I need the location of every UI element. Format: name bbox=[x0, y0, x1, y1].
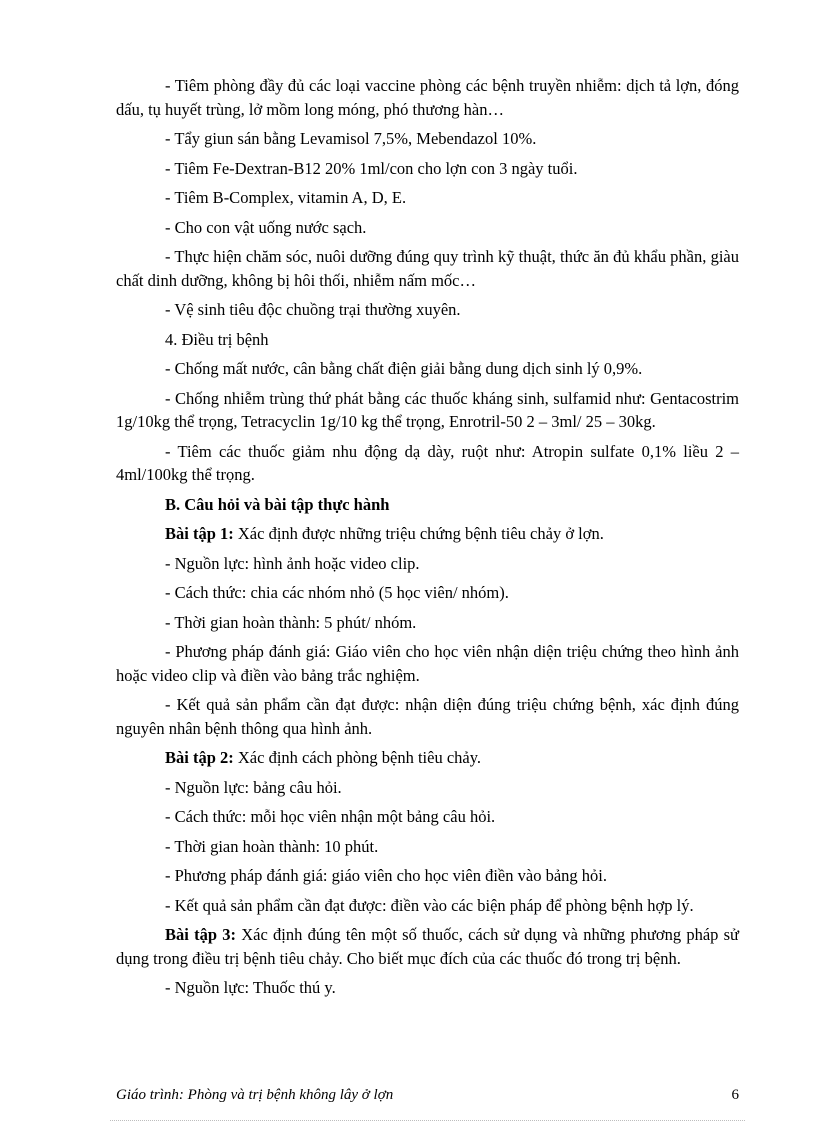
section-heading bbox=[116, 493, 739, 517]
paragraph-text: - Tẩy giun sán bằng Levamisol 7,5%, Mebendazol 10%. bbox=[165, 129, 537, 148]
paragraph bbox=[116, 894, 739, 918]
paragraph-text: B. Câu hỏi và bài tập thực hành bbox=[165, 494, 390, 514]
paragraph bbox=[116, 776, 739, 800]
page-number: 6 bbox=[731, 1087, 739, 1103]
paragraph-text: - Kết quả sản phẩm cần đạt được: nhận diện đúng triệu chứng bệnh, xác định đúng nguyên nhân bệnh thông qua hình ảnh. bbox=[116, 695, 739, 738]
paragraph-text: - Phương pháp đánh giá: Giáo viên cho học viên nhận diện triệu chứng theo hình ảnh hoặc video clip và điền vào bảng trắc nghiệm. bbox=[116, 642, 739, 685]
paragraph-text: - Nguồn lực: bảng câu hỏi. bbox=[165, 777, 342, 797]
paragraph-text: Xác định cách phòng bệnh tiêu chảy. bbox=[233, 748, 482, 767]
exercise-label: Bài tập 3: bbox=[165, 925, 236, 944]
page-body bbox=[116, 74, 739, 1006]
paragraph bbox=[116, 74, 739, 121]
paragraph-text: - Tiêm phòng đầy đủ các loại vaccine phòng các bệnh truyền nhiễm: dịch tả lợn, đóng dấu, tụ huyết trùng, lở mồm long móng, phó thương hàn… bbox=[116, 76, 739, 119]
paragraph bbox=[116, 216, 739, 240]
paragraph bbox=[116, 864, 739, 888]
paragraph bbox=[116, 640, 739, 687]
paragraph-text: - Thời gian hoàn thành: 10 phút. bbox=[165, 836, 379, 856]
paragraph bbox=[116, 611, 739, 635]
paragraph bbox=[116, 440, 739, 487]
paragraph-text: - Cách thức: mỗi học viên nhận một bảng câu hỏi. bbox=[165, 807, 496, 826]
paragraph-text: - Thực hiện chăm sóc, nuôi dưỡng đúng quy trình kỹ thuật, thức ăn đủ khẩu phần, giàu chất dinh dưỡng, không bị hôi thối, nhiễm nấm mốc… bbox=[116, 247, 739, 290]
paragraph-text: - Phương pháp đánh giá: giáo viên cho học viên điền vào bảng hỏi. bbox=[165, 866, 607, 885]
paragraph-text: 4. Điều trị bệnh bbox=[165, 329, 269, 349]
paragraph bbox=[116, 835, 739, 859]
paragraph-text: - Cho con vật uống nước sạch. bbox=[165, 217, 367, 237]
paragraph-text: - Kết quả sản phẩm cần đạt được: điền vào các biện pháp để phòng bệnh hợp lý. bbox=[165, 895, 694, 915]
exercise-label: Bài tập 2: bbox=[165, 748, 234, 767]
exercise-label: Bài tập 1: bbox=[165, 524, 234, 543]
paragraph-text: - Nguồn lực: hình ảnh hoặc video clip. bbox=[165, 553, 420, 573]
paragraph-text: - Thời gian hoàn thành: 5 phút/ nhóm. bbox=[165, 612, 417, 632]
paragraph bbox=[116, 581, 739, 605]
footer-rule bbox=[110, 1120, 745, 1121]
paragraph-text: - Tiêm B-Complex, vitamin A, D, E. bbox=[165, 188, 407, 207]
paragraph-text: - Vệ sinh tiêu độc chuồng trại thường xuyên. bbox=[165, 300, 461, 319]
paragraph bbox=[116, 127, 739, 151]
page-footer bbox=[116, 1085, 739, 1105]
paragraph bbox=[116, 298, 739, 322]
paragraph bbox=[116, 976, 739, 1000]
paragraph-text: Xác định đúng tên một số thuốc, cách sử dụng và những phương pháp sử dụng trong điều trị bệnh tiêu chảy. Cho biết mục đích của các thuốc đó trong trị bệnh. bbox=[116, 925, 739, 968]
paragraph bbox=[116, 746, 739, 770]
paragraph bbox=[116, 157, 739, 181]
paragraph bbox=[116, 693, 739, 740]
paragraph-text: - Tiêm các thuốc giảm nhu động dạ dày, ruột như: Atropin sulfate 0,1% liều 2 – 4ml/100kg thể trọng. bbox=[116, 441, 739, 484]
paragraph bbox=[116, 522, 739, 546]
paragraph-text: - Cách thức: chia các nhóm nhỏ (5 học viên/ nhóm). bbox=[165, 583, 509, 602]
paragraph bbox=[116, 387, 739, 434]
paragraph bbox=[116, 328, 739, 352]
footer-title: Giáo trình: Phòng và trị bệnh không lây ở lợn bbox=[116, 1087, 394, 1103]
paragraph-text: Xác định được những triệu chứng bệnh tiêu chảy ở lợn. bbox=[233, 524, 604, 543]
paragraph-text: - Nguồn lực: Thuốc thú y. bbox=[165, 978, 336, 997]
paragraph bbox=[116, 923, 739, 970]
paragraph-text: - Chống mất nước, cân bằng chất điện giải bằng dung dịch sinh lý 0,9%. bbox=[165, 359, 643, 378]
paragraph-text: - Chống nhiễm trùng thứ phát bằng các thuốc kháng sinh, sulfamid như: Gentacostrim 1g/10kg thể trọng, Tetracyclin 1g/10 kg thể trọng, Enrotril-50 2 – 3ml/ 25 – 30kg. bbox=[116, 388, 739, 431]
paragraph bbox=[116, 552, 739, 576]
paragraph bbox=[116, 186, 739, 210]
paragraph bbox=[116, 245, 739, 292]
paragraph bbox=[116, 805, 739, 829]
paragraph-text: - Tiêm Fe-Dextran-B12 20% 1ml/con cho lợn con 3 ngày tuổi. bbox=[165, 158, 578, 178]
paragraph bbox=[116, 357, 739, 381]
